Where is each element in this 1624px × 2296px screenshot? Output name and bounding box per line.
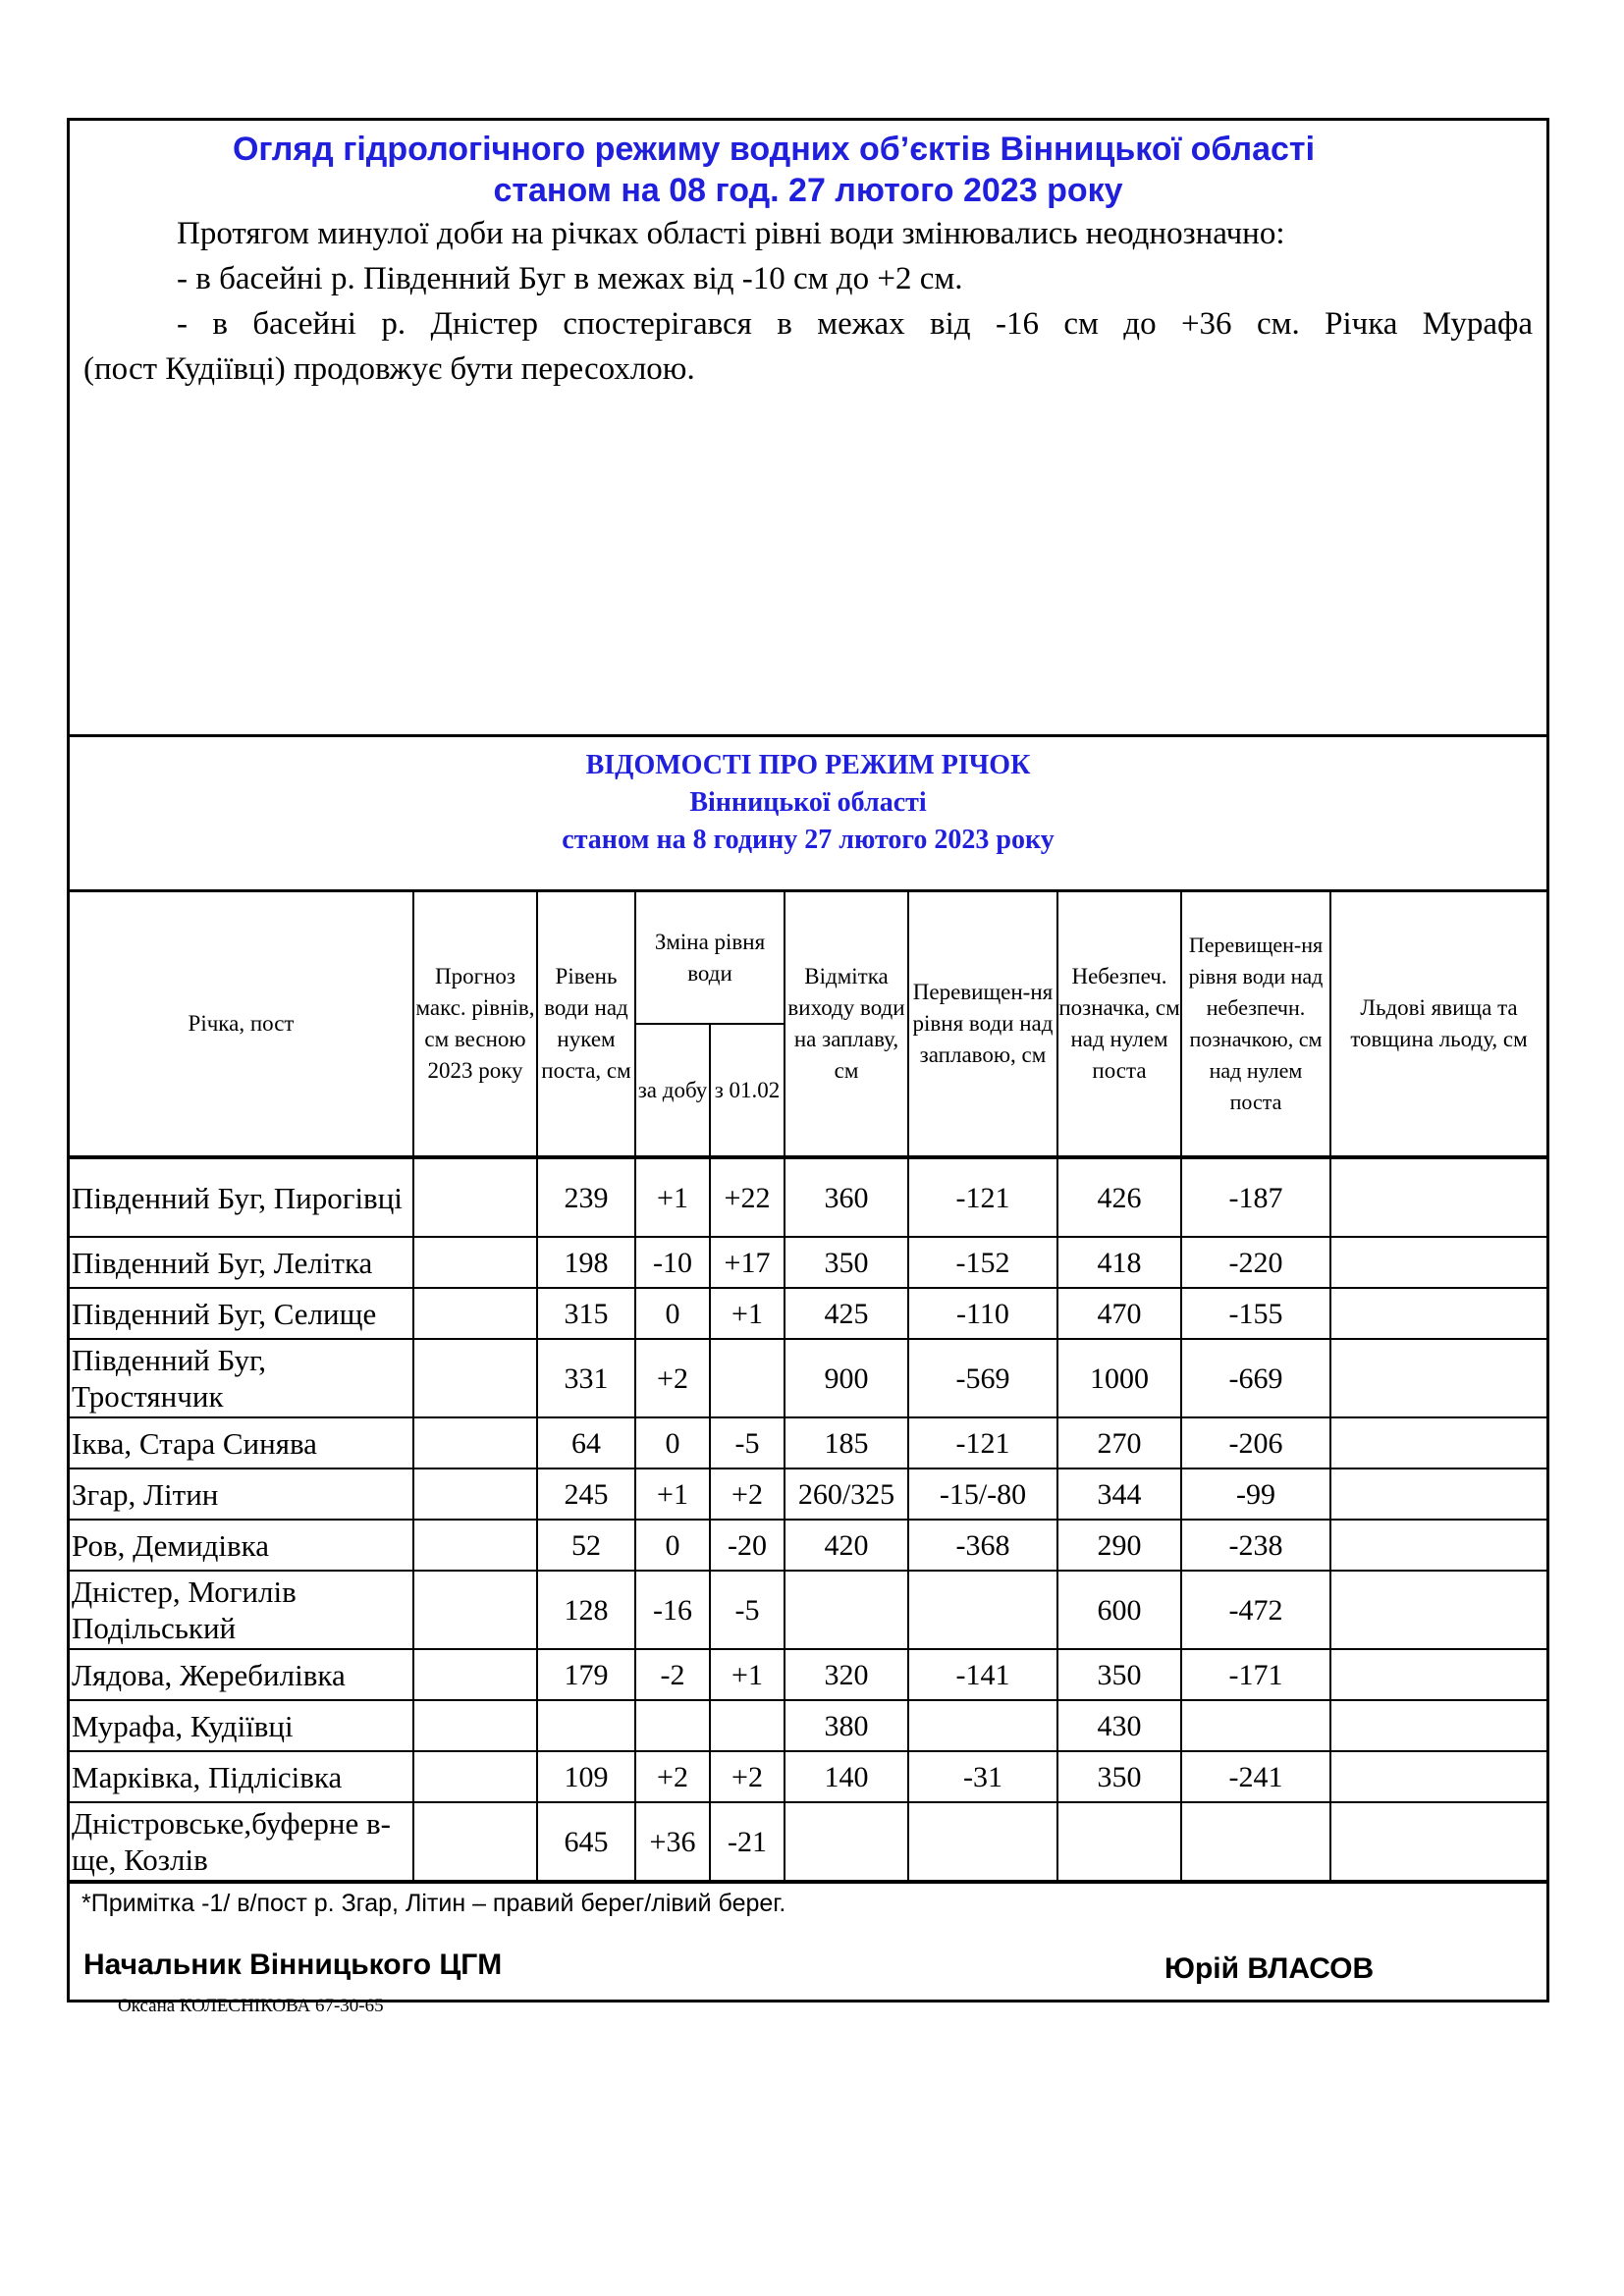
cell-river: Південний Буг, Лелітка [70, 1237, 413, 1288]
cell-level: 109 [537, 1751, 635, 1802]
header-over-floodplain: Перевищен-ня рівня води над заплавою, см [908, 892, 1057, 1157]
cell-river: Південний Буг, Селище [70, 1288, 413, 1339]
cell-level: 331 [537, 1339, 635, 1417]
header-change: Зміна рівня води [635, 892, 785, 1024]
table-row [70, 1417, 1546, 1468]
cell-ice [1330, 1157, 1546, 1237]
cell-level: 245 [537, 1468, 635, 1520]
cell-change-day: -10 [635, 1237, 710, 1288]
cell-change-day: -16 [635, 1571, 710, 1649]
cell-over-floodplain: -368 [908, 1520, 1057, 1571]
cell-change-day [635, 1700, 710, 1751]
cell-level: 179 [537, 1649, 635, 1700]
table-row [70, 1237, 1546, 1288]
overview-text-line1: Протягом минулої доби на річках області рівні води змінювались неоднозначно: [177, 216, 1285, 251]
cell-river: Згар, Літин [70, 1468, 413, 1520]
cell-forecast [413, 1649, 537, 1700]
cell-change-since: -20 [710, 1520, 785, 1571]
cell-over-floodplain: -15/-80 [908, 1468, 1057, 1520]
overview-text-line2: - в басейні р. Південний Буг в межах від -10 см до +2 см. [177, 261, 963, 296]
header-floodplain: Відмітка виходу води на заплаву, см [785, 892, 908, 1157]
cell-ice [1330, 1288, 1546, 1339]
table-row [70, 1468, 1546, 1520]
cell-change-day: +1 [635, 1468, 710, 1520]
cell-ice [1330, 1700, 1546, 1751]
cell-over-floodplain: -110 [908, 1288, 1057, 1339]
cell-ice [1330, 1649, 1546, 1700]
cell-ice [1330, 1520, 1546, 1571]
cell-forecast [413, 1339, 537, 1417]
heading-line1: ВІДОМОСТІ ПРО РЕЖИМ РІЧОК [585, 750, 1031, 780]
cell-over-floodplain: -569 [908, 1339, 1057, 1417]
cell-ice [1330, 1751, 1546, 1802]
footnote: *Примітка -1/ в/пост р. Згар, Літин – правий берег/лівий берег. [81, 1890, 786, 1917]
cell-over-danger: -206 [1181, 1417, 1330, 1468]
cell-over-danger: -155 [1181, 1288, 1330, 1339]
heading-line2: Вінницької області [689, 787, 927, 818]
cell-over-danger: -472 [1181, 1571, 1330, 1649]
cell-danger: 470 [1057, 1288, 1181, 1339]
table-row [70, 1700, 1546, 1751]
cell-forecast [413, 1157, 537, 1237]
header-change-day: за добу [635, 1024, 710, 1157]
heading-line3: станом на 8 годину 27 лютого 2023 року [562, 825, 1055, 855]
cell-floodplain [785, 1571, 908, 1649]
table-row [70, 1339, 1546, 1417]
cell-floodplain: 185 [785, 1417, 908, 1468]
table-row [70, 1288, 1546, 1339]
cell-change-since: +2 [710, 1468, 785, 1520]
cell-over-danger: -220 [1181, 1237, 1330, 1288]
cell-ice [1330, 1802, 1546, 1881]
cell-danger: 344 [1057, 1468, 1181, 1520]
cell-danger: 350 [1057, 1751, 1181, 1802]
cell-over-floodplain [908, 1802, 1057, 1881]
cell-change-day: 0 [635, 1417, 710, 1468]
cell-ice [1330, 1468, 1546, 1520]
cell-forecast [413, 1520, 537, 1571]
cell-change-day: 0 [635, 1520, 710, 1571]
cell-river: Ров, Демидівка [70, 1520, 413, 1571]
cell-over-danger: -238 [1181, 1520, 1330, 1571]
cell-change-since: +2 [710, 1751, 785, 1802]
cell-floodplain: 380 [785, 1700, 908, 1751]
cell-floodplain [785, 1802, 908, 1881]
cell-danger: 270 [1057, 1417, 1181, 1468]
cell-over-danger: -187 [1181, 1157, 1330, 1237]
cell-ice [1330, 1571, 1546, 1649]
cell-floodplain: 350 [785, 1237, 908, 1288]
cell-change-since: +1 [710, 1288, 785, 1339]
cell-ice [1330, 1339, 1546, 1417]
cell-over-floodplain: -121 [908, 1157, 1057, 1237]
header-level: Рівень води над нукем поста, см [537, 892, 635, 1157]
cell-over-danger [1181, 1700, 1330, 1751]
cell-level [537, 1700, 635, 1751]
cell-forecast [413, 1237, 537, 1288]
cell-danger [1057, 1802, 1181, 1881]
overview-section [70, 121, 1546, 737]
cell-forecast [413, 1417, 537, 1468]
cell-over-danger: -99 [1181, 1468, 1330, 1520]
signature-position: Начальник Вінницького ЦГМ [83, 1949, 503, 1981]
cell-level: 52 [537, 1520, 635, 1571]
cell-over-floodplain [908, 1571, 1057, 1649]
river-regime-table [70, 892, 1546, 1882]
header-over-danger: Перевищен-ня рівня води над небезпечн. позначкою, см над нулем поста [1181, 892, 1330, 1157]
cell-floodplain: 425 [785, 1288, 908, 1339]
cell-over-floodplain [908, 1700, 1057, 1751]
cell-danger: 418 [1057, 1237, 1181, 1288]
cell-change-day: +1 [635, 1157, 710, 1237]
cell-change-day: +2 [635, 1339, 710, 1417]
cell-change-day: +36 [635, 1802, 710, 1881]
cell-over-danger: -171 [1181, 1649, 1330, 1700]
cell-river: Лядова, Жеребилівка [70, 1649, 413, 1700]
cell-ice [1330, 1237, 1546, 1288]
cell-river: Південний Буг, Пирогівці [70, 1157, 413, 1237]
cell-river: Дністровське,буферне в-ще, Козлів [70, 1802, 413, 1881]
cell-danger: 426 [1057, 1157, 1181, 1237]
cell-forecast [413, 1802, 537, 1881]
table-row [70, 1751, 1546, 1802]
cell-change-since: +22 [710, 1157, 785, 1237]
cell-floodplain: 140 [785, 1751, 908, 1802]
cell-river: Південний Буг, Тростянчик [70, 1339, 413, 1417]
cell-forecast [413, 1288, 537, 1339]
cell-forecast [413, 1751, 537, 1802]
cell-over-danger [1181, 1802, 1330, 1881]
cell-change-since: -5 [710, 1571, 785, 1649]
header-danger: Небезпеч. позначка, см над нулем поста [1057, 892, 1181, 1157]
cell-change-since [710, 1700, 785, 1751]
cell-river: Марківка, Підлісівка [70, 1751, 413, 1802]
cell-level: 645 [537, 1802, 635, 1881]
cell-over-floodplain: -141 [908, 1649, 1057, 1700]
header-change-since: з 01.02 [710, 1024, 785, 1157]
cell-change-day: -2 [635, 1649, 710, 1700]
cell-over-danger: -669 [1181, 1339, 1330, 1417]
cell-change-day: 0 [635, 1288, 710, 1339]
cell-over-floodplain: -152 [908, 1237, 1057, 1288]
cell-change-since: -21 [710, 1802, 785, 1881]
cell-ice [1330, 1417, 1546, 1468]
table-row [70, 1520, 1546, 1571]
cell-danger: 600 [1057, 1571, 1181, 1649]
cell-danger: 290 [1057, 1520, 1181, 1571]
cell-level: 239 [537, 1157, 635, 1237]
cell-danger: 350 [1057, 1649, 1181, 1700]
header-forecast: Прогноз макс. рівнів, см весною 2023 року [413, 892, 537, 1157]
cell-floodplain: 360 [785, 1157, 908, 1237]
cell-river: Мурафа, Кудіївці [70, 1700, 413, 1751]
cell-floodplain: 320 [785, 1649, 908, 1700]
cell-change-since [710, 1339, 785, 1417]
cell-river: Дністер, Могилів Подільський [70, 1571, 413, 1649]
cell-level: 198 [537, 1237, 635, 1288]
overview-title-line2: станом на 08 год. 27 лютого 2023 року [493, 172, 1123, 209]
cell-level: 315 [537, 1288, 635, 1339]
cell-over-floodplain: -121 [908, 1417, 1057, 1468]
overview-text-line3: - в басейні р. Дністер спостерігався в межах від -16 см до +36 см. Річка Мурафа [177, 306, 1533, 342]
header-ice: Льдові явища та товщина льоду, см [1330, 892, 1546, 1157]
cell-river: Іква, Стара Синява [70, 1417, 413, 1468]
overview-text-line4: (пост Кудіївці) продовжує бути пересохлою. [83, 351, 695, 387]
cell-forecast [413, 1571, 537, 1649]
table-row [70, 1157, 1546, 1237]
table-row [70, 1571, 1546, 1649]
cell-change-day: +2 [635, 1751, 710, 1802]
cell-danger: 430 [1057, 1700, 1181, 1751]
cell-floodplain: 900 [785, 1339, 908, 1417]
cell-change-since: -5 [710, 1417, 785, 1468]
table-heading [70, 737, 1546, 892]
header-river: Річка, пост [70, 892, 413, 1157]
cell-floodplain: 420 [785, 1520, 908, 1571]
cell-floodplain: 260/325 [785, 1468, 908, 1520]
signature-block [70, 1943, 1546, 2000]
cell-change-since: +17 [710, 1237, 785, 1288]
cell-level: 64 [537, 1417, 635, 1468]
cell-danger: 1000 [1057, 1339, 1181, 1417]
table-row [70, 1802, 1546, 1881]
cell-forecast [413, 1468, 537, 1520]
contact-line: Оксана КОЛЕСНІКОВА 67-30-65 [118, 1996, 384, 2016]
cell-over-danger: -241 [1181, 1751, 1330, 1802]
document-frame [67, 118, 1549, 2002]
cell-over-floodplain: -31 [908, 1751, 1057, 1802]
table-row [70, 1649, 1546, 1700]
cell-change-since: +1 [710, 1649, 785, 1700]
cell-forecast [413, 1700, 537, 1751]
cell-level: 128 [537, 1571, 635, 1649]
overview-title-line1: Огляд гідрологічного режиму водних об’єктів Вінницької області [232, 131, 1316, 168]
signature-name: Юрій ВЛАСОВ [1164, 1952, 1375, 1985]
